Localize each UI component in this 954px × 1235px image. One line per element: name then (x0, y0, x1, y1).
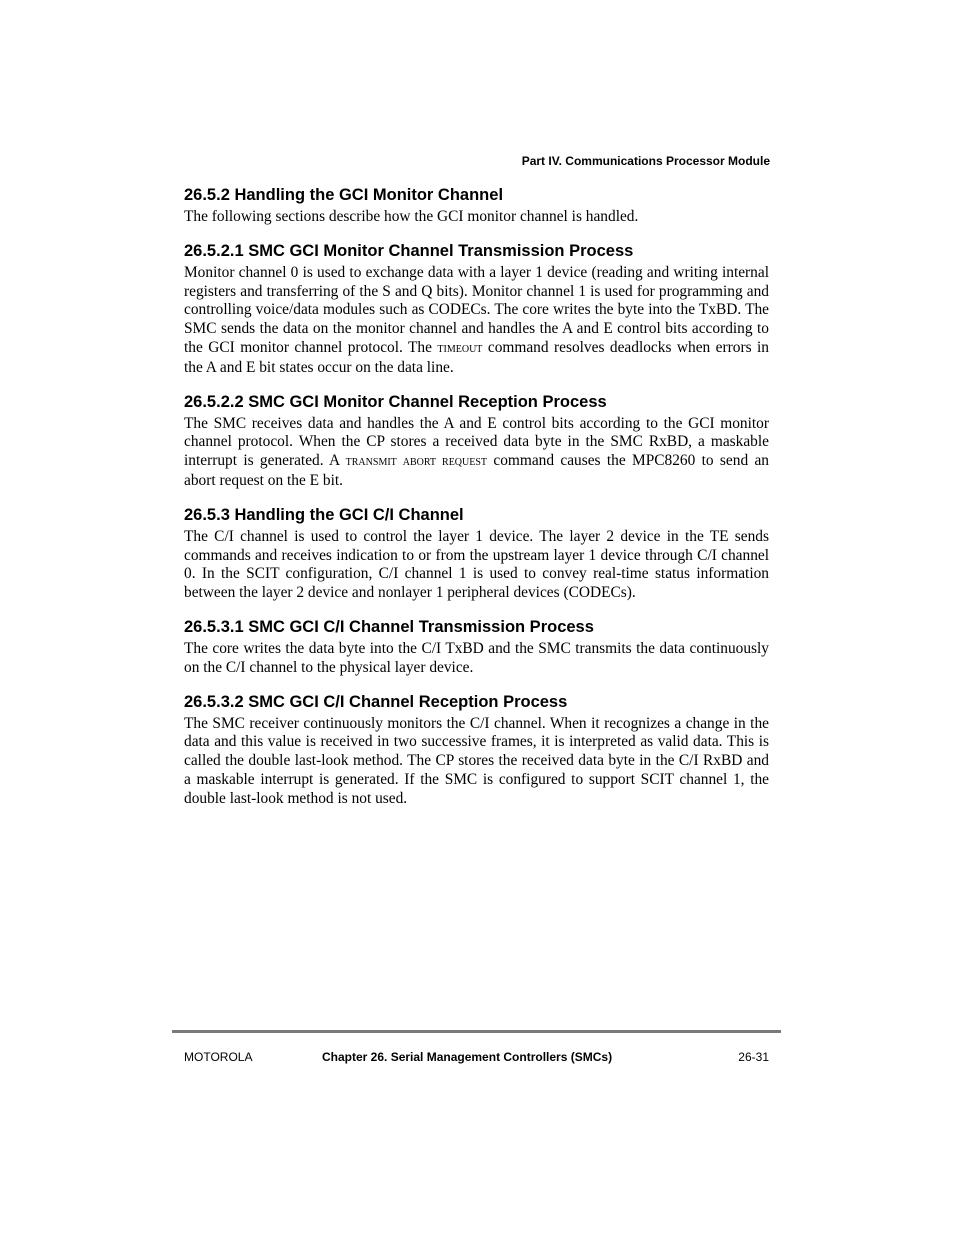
footer-rule (172, 1030, 781, 1033)
section-heading-26-5-2-1: 26.5.2.1 SMC GCI Monitor Channel Transmission Process (184, 241, 634, 260)
paragraph-text-a: The SMC receives data and handles the A and E control bits according to the GCI monitor channel protocol. When the CP stores a received data byte in the SMC RxBD, a maskable interrupt is generated. A (184, 414, 769, 470)
paragraph-text-b: command resolves deadlocks when errors in the A and E bit states occur on the data line. (184, 338, 769, 376)
section-heading-26-5-2-2: 26.5.2.2 SMC GCI Monitor Channel Reception Process (184, 392, 607, 411)
footer-chapter-title: Chapter 26. Serial Management Controllers (SMCs) (322, 1050, 613, 1064)
transmit-abort-request-command: transmit abort request (345, 454, 488, 470)
section-heading-26-5-3: 26.5.3 Handling the GCI C/I Channel (184, 505, 464, 524)
paragraph-text-b: command causes the MPC8260 to send an abort request on the E bit. (184, 452, 769, 489)
paragraph-text-a: Monitor channel 0 is used to exchange data with a layer 1 device (reading and writing internal registers and transferring of the S and Q bits). Monitor channel 1 is used for programming and controlling voice/data modules such as CODECs. The core writes the byte into the TxBD. The SMC sends the data on the monitor channel and handles the A and E control bits according to the GCI monitor channel protocol. The (184, 263, 769, 356)
section-paragraph-26-5-3: The C/I channel is used to control the layer 1 device. The layer 2 device in the TE sends commands and receives indication to or from the upstream layer 1 device through C/I channel 0. In the SCIT configuration, C/I channel 1 is used to convey real-time status information between the layer 2 device and nonlayer 1 peripheral devices (CODECs). (184, 527, 769, 602)
section-paragraph-26-5-2: The following sections describe how the GCI monitor channel is handled. (184, 208, 639, 225)
section-paragraph-26-5-2-1 (184, 264, 769, 378)
section-heading-26-5-3-1: 26.5.3.1 SMC GCI C/I Channel Transmission Process (184, 617, 594, 636)
section-paragraph-26-5-2-2 (184, 415, 769, 491)
footer-company: MOTOROLA (184, 1050, 253, 1064)
section-paragraph-26-5-3-1: The core writes the data byte into the C/I TxBD and the SMC transmits the data continuously on the C/I channel to the physical layer device. (184, 639, 769, 676)
footer-page-number: 26-31 (738, 1050, 769, 1064)
page-content (184, 184, 769, 809)
timeout-command: timeout (437, 340, 483, 356)
section-heading-26-5-3-2: 26.5.3.2 SMC GCI C/I Channel Reception Process (184, 692, 568, 711)
section-heading-26-5-2: 26.5.2 Handling the GCI Monitor Channel (184, 186, 504, 204)
running-header: Part IV. Communications Processor Module (521, 154, 770, 168)
section-paragraph-26-5-3-2: The SMC receiver continuously monitors the C/I channel. When it recognizes a change in the data and this value is received in two successive frames, it is interpreted as valid data. This is called the double last-look method. The CP stores the received data byte in the C/I RxBD and a maskable interrupt is generated. If the SMC is configured to support SCIT channel 1, the double last-look method is not used. (184, 714, 769, 807)
